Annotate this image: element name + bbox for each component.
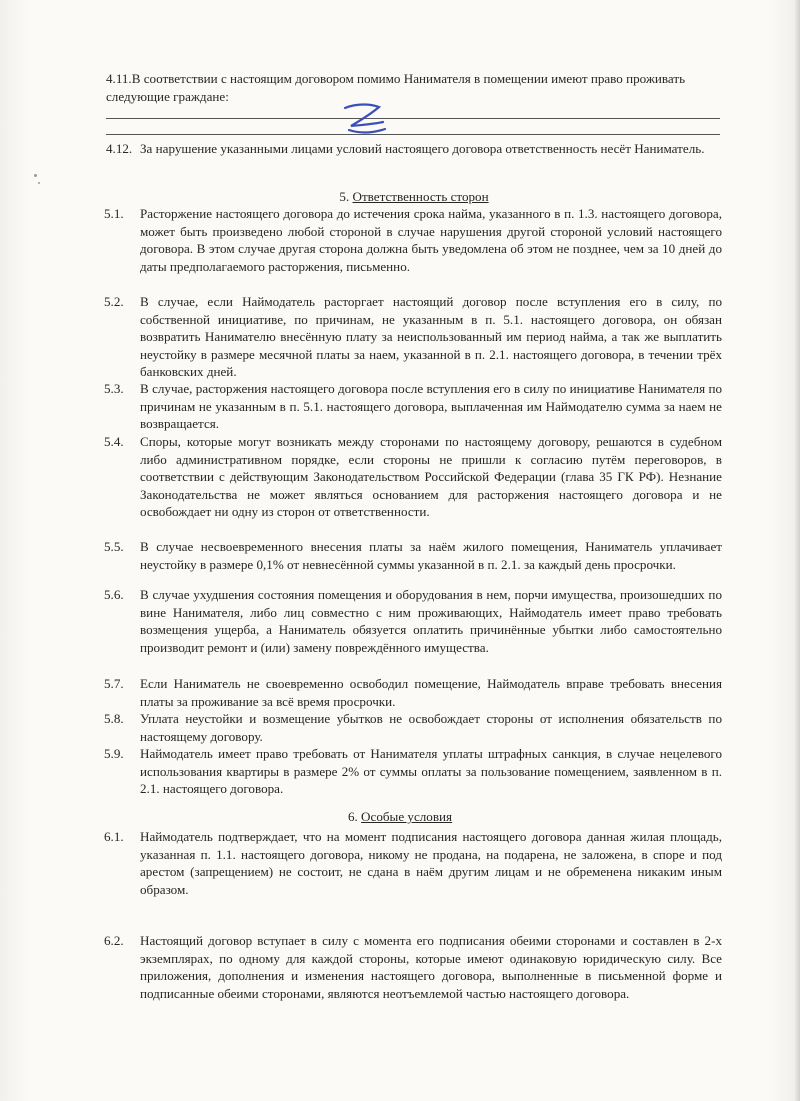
section-5-title: Ответственность сторон xyxy=(352,189,489,204)
clause-text: В случае несвоевременного внесения платы за наём жилого помещения, Наниматель уплачивает неустойку в размере 0,1% от невнесённой суммы указанной в п. 2.1. за каждый день просрочки. xyxy=(140,539,722,572)
clause-number: 5.4. xyxy=(104,434,124,449)
clause-6-2 xyxy=(104,932,722,1002)
section-6-number: 6. xyxy=(347,809,358,824)
clause-number: 5.2. xyxy=(104,294,124,309)
clause-text: В случае, расторжения настоящего договора после вступления его в силу по инициативе Нанимателя по причинам не указанным в п. 5.1. настоящего договора, выплаченная им Наймодателю сумма за наем не возвращается. xyxy=(140,381,722,432)
clause-5-5 xyxy=(104,538,722,573)
clause-4-11 xyxy=(106,70,720,105)
scan-speck xyxy=(38,182,40,184)
blank-line-2 xyxy=(106,134,720,135)
clause-number: 5.9. xyxy=(104,746,124,761)
clause-number: 5.5. xyxy=(104,539,124,554)
clause-number: 6.2. xyxy=(104,933,124,948)
handwritten-z-mark xyxy=(335,100,395,140)
clause-5-7 xyxy=(104,675,722,710)
clause-text: Наймодатель имеет право требовать от Нанимателя уплаты штрафных санкция, в случае нецелевого использования квартиры в размере 2% от суммы оплаты за пользование помещением, заявленном в п. 2.1. настоящего договора. xyxy=(140,746,722,797)
clause-text: В случае, если Наймодатель расторгает настоящий договор после вступления его в силу, по собственной инициативе, по причинам, не указанным в п. 5.1. настоящего договора, он обязан возвратить Нанимателю внесённую плату за неиспользованный им период найма, а так же выплатить неустойку в размере месячной платы за наем, указанной в п. 2.1. настоящего договора, в течении трёх банковских дней. xyxy=(140,294,722,380)
clause-4-12-number: 4.12. xyxy=(106,141,133,156)
clause-text: Наймодатель подтверждает, что на момент подписания настоящего договора данная жилая площадь, указанная п. 1.1. настоящего договора, никому не продана, на подарена, не заложена, в споре и под арестом (запрещением) не состоит, не сдана в наём другим лицам и не обременена никаким иным образом. xyxy=(140,829,722,897)
clause-text: Расторжение настоящего договора до истечения срока найма, указанного в п. 1.3. настоящего договора, может быть произведено любой стороной в случае нарушения другой стороной условий настоящего договора. В этом случае другая сторона должна быть уведомлена об этом не позднее, чем за 10 дней до даты предполагаемого расторжения, письменно. xyxy=(140,206,722,274)
clause-5-6 xyxy=(104,586,722,656)
section-5-heading xyxy=(14,188,800,205)
clause-number: 6.1. xyxy=(104,829,124,844)
clause-5-1 xyxy=(104,205,722,275)
clause-4-12 xyxy=(106,140,720,158)
clause-number: 5.6. xyxy=(104,587,124,602)
clause-text: Настоящий договор вступает в силу с момента его подписания обеими сторонами и составлен в 2-х экземплярах, по одному для каждой стороны, которые имеют одинаковую юридическую силу. Все приложения, дополнения и изменения настоящего договора, выполненные в письменной форме и подписанные обеими сторонами, являются неотъемлемой частью настоящего договора. xyxy=(140,933,722,1001)
blank-line-1 xyxy=(106,118,720,119)
clause-number: 5.8. xyxy=(104,711,124,726)
page-edge-shadow xyxy=(794,0,800,1101)
section-6-heading xyxy=(0,808,800,825)
clause-number: 5.7. xyxy=(104,676,124,691)
clause-5-2 xyxy=(104,293,722,381)
clause-6-1 xyxy=(104,828,722,898)
clause-4-12-text: За нарушение указанными лицами условий настоящего договора ответственность несёт Наниматель. xyxy=(140,141,705,156)
section-6-title: Особые условия xyxy=(361,809,453,824)
clause-5-4 xyxy=(104,433,722,521)
clause-text: Если Наниматель не своевременно освободил помещение, Наймодатель вправе требовать внесения платы за проживание за всё время просрочки. xyxy=(140,676,722,709)
clause-5-8 xyxy=(104,710,722,745)
clause-5-3 xyxy=(104,380,722,433)
clause-text: Уплата неустойки и возмещение убытков не освобождает стороны от исполнения обязательств по настоящему договору. xyxy=(140,711,722,744)
clause-number: 5.3. xyxy=(104,381,124,396)
clause-4-11-text: 4.11.В соответствии с настоящим договором помимо Нанимателя в помещении имеют право проживать следующие граждане: xyxy=(106,71,686,104)
scan-speck xyxy=(34,174,37,177)
clause-text: В случае ухудшения состояния помещения и оборудования в нем, порчи имущества, произошедших по вине Нанимателя, либо лиц совместно с ним проживающих, Наймодатель имеет право требовать возмещения ущерба, а Наниматель обязуется оплатить причинённые убытки либо самостоятельно производит ремонт и (или) замену повреждённого имущества. xyxy=(140,587,722,655)
clause-text: Споры, которые могут возникать между сторонами по настоящему договору, решаются в судебном либо административном порядке, если стороны не пришли к согласию путём переговоров, в соответствии с действующим Законодательством Российской Федерации (глава 35 ГК РФ). Незнание Законодательства не может являться основанием для расторжения настоящего договора и не освобождает ни одну из сторон от ответственности. xyxy=(140,434,722,520)
clause-5-9 xyxy=(104,745,722,798)
clause-number: 5.1. xyxy=(104,206,124,221)
section-5-number: 5. xyxy=(339,189,350,204)
